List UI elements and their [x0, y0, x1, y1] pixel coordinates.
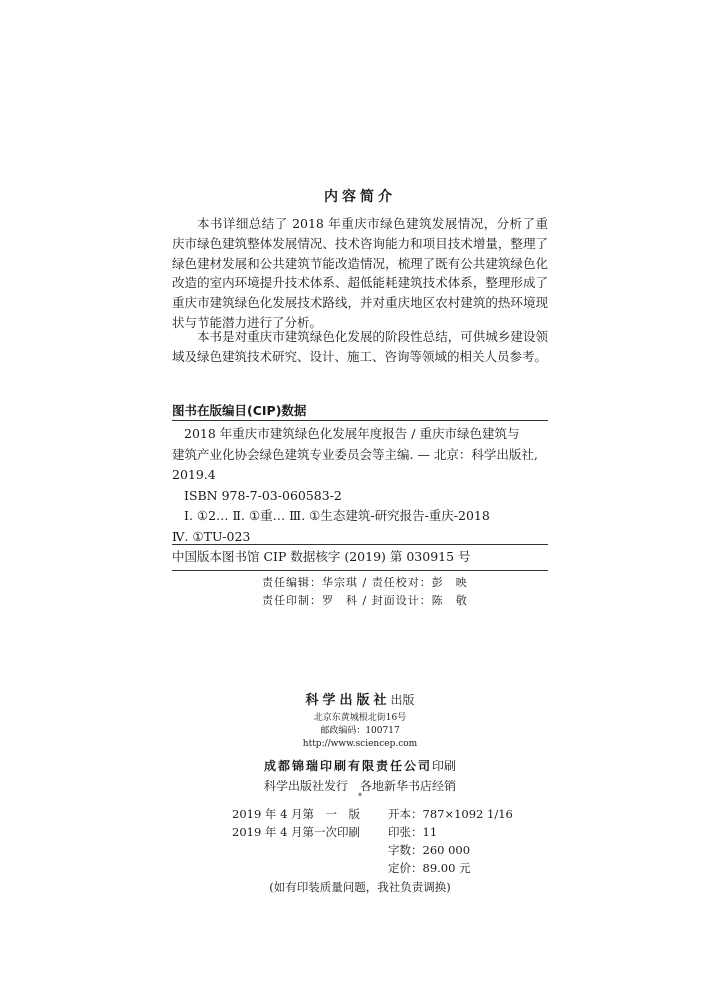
cip-line-class: Ⅰ. ①2… Ⅱ. ①重… Ⅲ. ①生态建筑-研究报告-重庆-2018	[184, 508, 490, 523]
credits-production: 责任印制：罗 科 / 封面设计：陈 敬	[262, 594, 468, 607]
cip-heading: 图书在版编目(CIP)数据	[172, 403, 307, 418]
price: 定价：89.00 元	[388, 861, 471, 875]
cip-line-isbn: ISBN 978-7-03-060583-2	[184, 487, 342, 503]
edition-row-4	[232, 859, 471, 877]
cip-line-1: 2018 年重庆市建筑绿色化发展年度报告 / 重庆市绿色建筑与	[184, 426, 520, 441]
cip-top-rule	[172, 420, 548, 421]
publisher-address: 北京东黄城根北街16号	[313, 713, 407, 723]
printer-name: 成都锦瑞印刷有限责任公司	[263, 759, 432, 773]
cip-line-2: 建筑产业化协会绿色建筑专业委员会等主编. — 北京：科学出版社,	[172, 446, 538, 462]
cip-middle-rule	[172, 544, 548, 545]
credits-editors: 责任编辑：华宗琪 / 责任校对：彭 映	[262, 576, 468, 589]
distribution: 科学出版社发行 各地新华书店经销	[263, 779, 456, 793]
quality-note: (如有印装质量问题，我社负责调换)	[269, 880, 451, 894]
edition-row-1	[232, 805, 513, 823]
word-count: 字数：260 000	[388, 843, 471, 857]
cip-bottom-rule	[172, 570, 548, 571]
summary-paragraph-1	[172, 214, 548, 333]
edition-info	[232, 805, 513, 877]
printer-suffix: 印刷	[432, 759, 457, 773]
format-size: 开本：787×1092 1/16	[388, 807, 513, 821]
edition-first: 2019 年 4 月第 一 版	[232, 807, 361, 821]
publisher-name-text: 科学出版社	[305, 693, 391, 708]
summary-paragraph-2-text: 本书是对重庆市建筑绿色化发展的阶段性总结，可供城乡建设领域及绿色建筑技术研究、设计、施工、咨询等领域的相关人员参考。	[172, 329, 548, 364]
cip-line-3: 2019.4	[172, 467, 216, 482]
summary-paragraph-2	[172, 327, 548, 367]
sheets: 印张：11	[388, 825, 438, 839]
cip-number: 中国版本图书馆 CIP 数据核字 (2019) 第 030915 号	[172, 549, 471, 564]
credits	[262, 574, 468, 610]
cip-record	[172, 424, 548, 547]
publisher-suffix: 出版	[390, 693, 415, 707]
edition-row-2	[232, 823, 438, 841]
publisher-postcode: 邮政编码：100717	[320, 726, 400, 736]
edition-row-3	[232, 841, 471, 859]
printing-first: 2019 年 4 月第一次印刷	[232, 825, 361, 839]
summary-paragraph-1-text: 本书详细总结了 2018 年重庆市绿色建筑发展情况，分析了重庆市绿色建筑整体发展情况、技术咨询能力和项目技术增量，整理了绿色建材发展和公共建筑节能改造情况，梳理了既有公共建筑绿色化改造的室内环境提升技术体系、超低能耗建筑技术体系，整理形成了重庆市建筑绿色化发展技术路线，并对重庆地区农村建筑的热环境现状与节能潜力进行了分析。	[172, 216, 548, 330]
cip-line-tu: Ⅳ. ①TU-023	[172, 528, 251, 544]
publisher-name	[0, 689, 720, 708]
summary-title: 内容简介	[324, 189, 396, 205]
printer	[0, 757, 720, 774]
separator-star: *	[358, 792, 362, 801]
publisher-url: http://www.sciencep.com	[302, 739, 418, 749]
